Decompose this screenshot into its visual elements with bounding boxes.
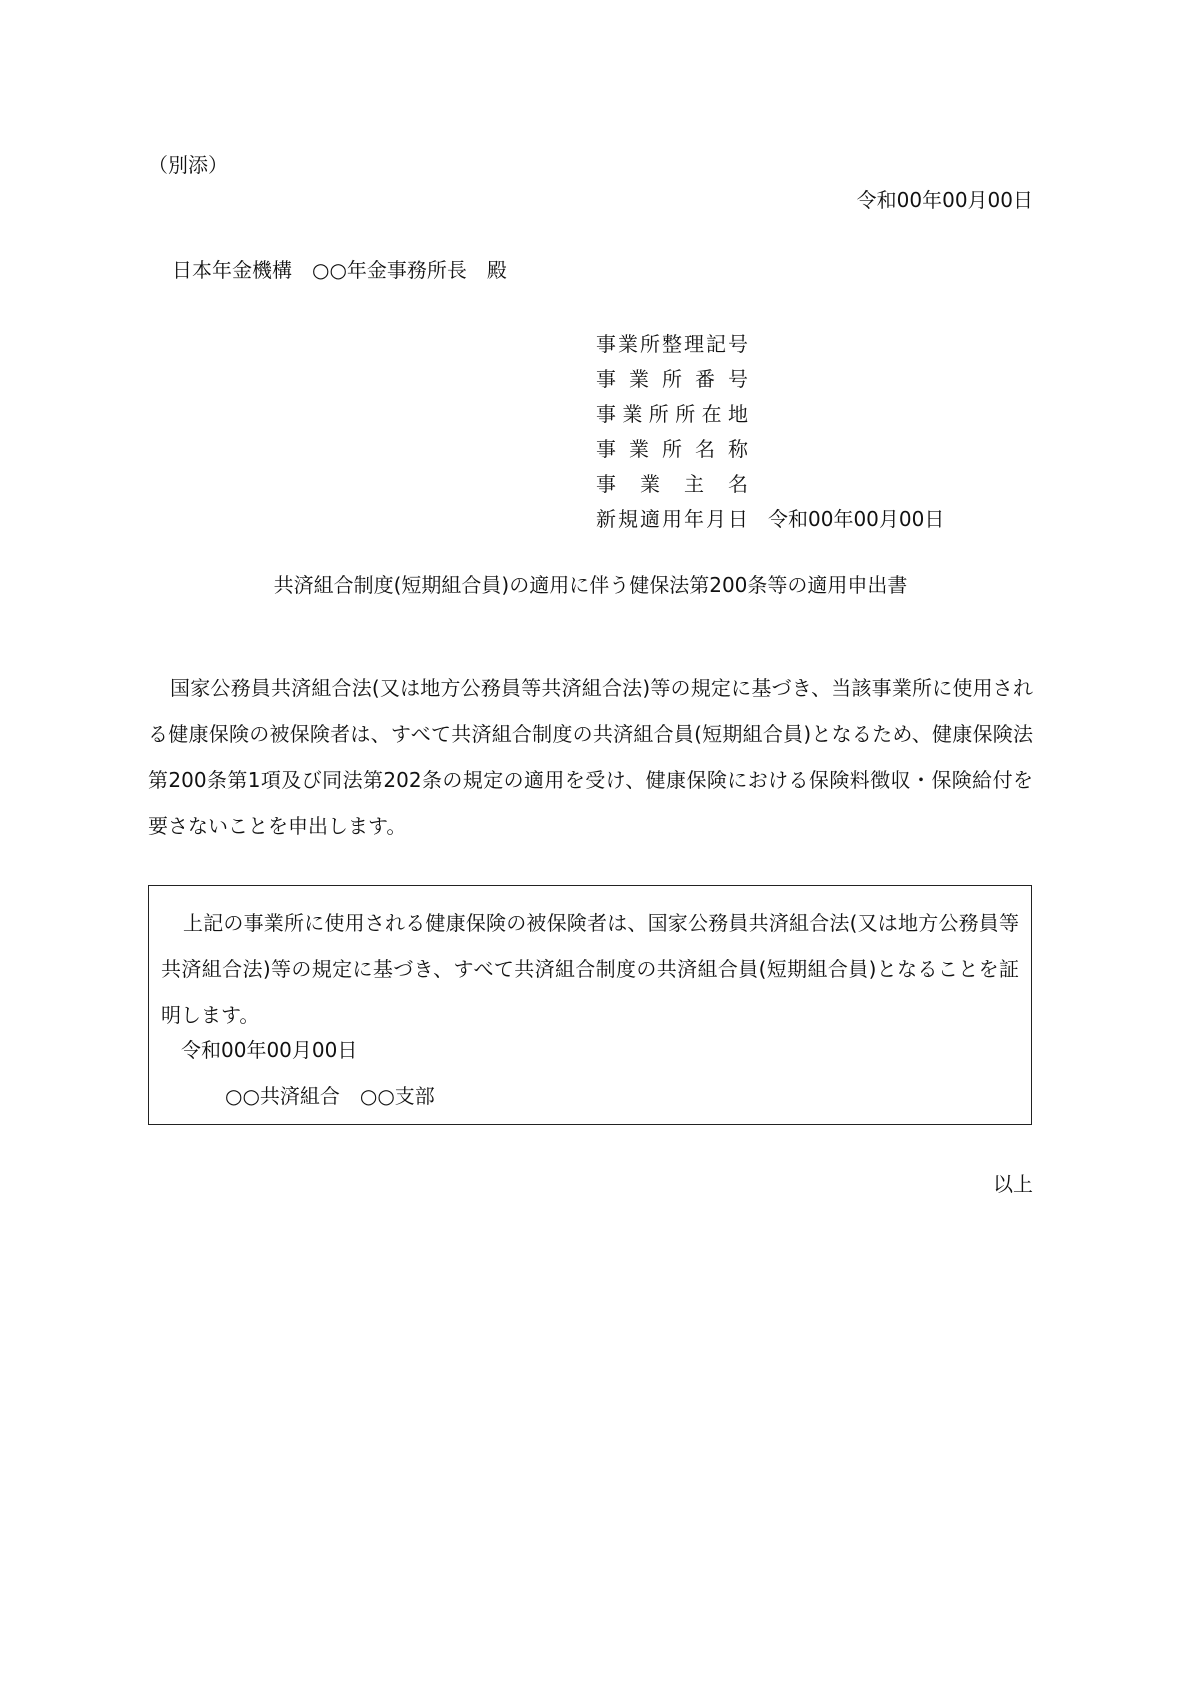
certificate-text: 上記の事業所に使用される健康保険の被保険者は、国家公務員共済組合法(又は地方公務員等共済組合法)等の規定に基づき、すべて共済組合制度の共済組合員(短期組合員)となることを証明します。 <box>161 911 1019 1027</box>
document-date: 令和00年00月00日 <box>856 188 1033 212</box>
body-paragraph: 国家公務員共済組合法(又は地方公務員等共済組合法)等の規定に基づき、当該事業所に使用される健康保険の被保険者は、すべて共済組合制度の共済組合員(短期組合員)となるため、健康保険法第200条第1項及び同法第202条の規定の適用を受け、健康保険における保険料徴収・保険給付を要さないことを申出します。 <box>148 676 1033 838</box>
info-row-office-code <box>596 327 944 362</box>
info-label: 事業所整理記号 <box>596 332 748 356</box>
info-label: 事業主名 <box>596 472 748 496</box>
office-info-block <box>596 327 944 537</box>
info-row-office-name <box>596 432 944 467</box>
info-row-new-application-date <box>596 502 944 537</box>
info-label: 事業所所在地 <box>596 402 748 426</box>
closing-mark: 以上 <box>993 1172 1033 1196</box>
addressee: 日本年金機構 ○○年金事務所長 殿 <box>172 258 507 282</box>
info-row-office-number <box>596 362 944 397</box>
info-label: 事業所名称 <box>596 437 748 461</box>
certificate-box <box>148 885 1032 1125</box>
attachment-label: （別添） <box>148 153 228 177</box>
info-row-employer-name <box>596 467 944 502</box>
info-row-office-address <box>596 397 944 432</box>
info-label: 新規適用年月日 <box>596 507 748 531</box>
info-value: 令和00年00月00日 <box>768 507 945 531</box>
certificate-issuer: ○○共済組合 ○○支部 <box>225 1084 435 1108</box>
certificate-date: 令和00年00月00日 <box>181 1038 358 1062</box>
info-label: 事業所番号 <box>596 367 748 391</box>
document-title: 共済組合制度(短期組合員)の適用に伴う健保法第200条等の適用申出書 <box>273 573 908 597</box>
